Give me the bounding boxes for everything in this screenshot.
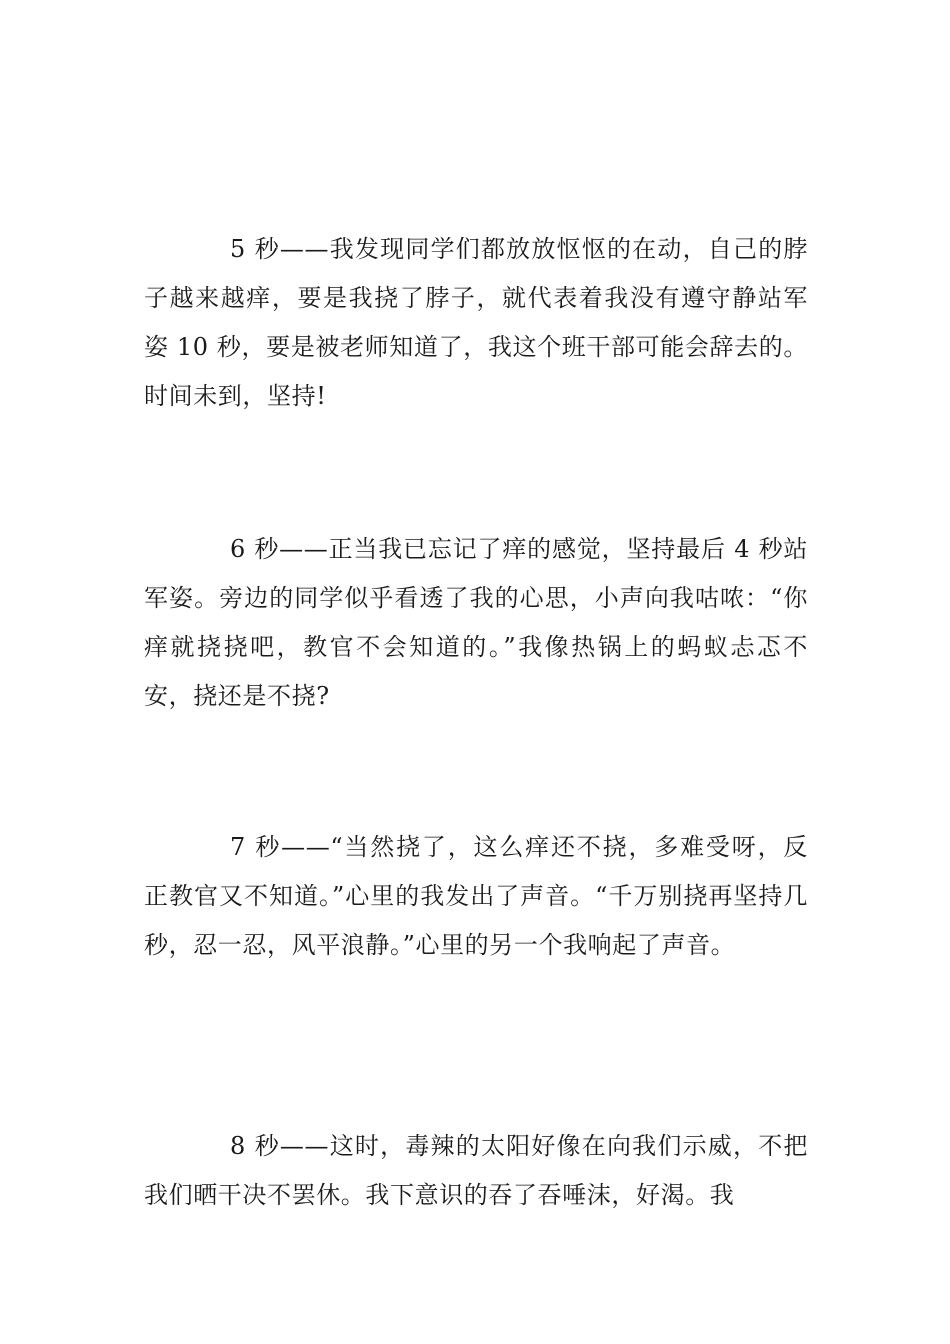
paragraph-5-seconds: 5 秒——我发现同学们都放放怄怄的在动，自己的脖子越来越痒，要是我挠了脖子，就代表着我没有遵守静站军姿 10 秒，要是被老师知道了，我这个班干部可能会辞去的。时间未到，坚持! bbox=[144, 235, 808, 410]
paragraph-6-seconds: 6 秒——正当我已忘记了痒的感觉，坚持最后 4 秒站军姿。旁边的同学似乎看透了我的心思，小声向我咕哝：“你痒就挠挠吧，教官不会知道的。”我像热锅上的蚂蚁忐忑不安，挠还是不挠? bbox=[144, 535, 808, 710]
paragraph-7-seconds: 7 秒——“当然挠了，这么痒还不挠，多难受呀，反正教官又不知道。”心里的我发出了声音。“千万别挠再坚持几秒，忍一忍，风平浪静。”心里的另一个我响起了声音。 bbox=[144, 833, 808, 959]
paragraph-8-seconds: 8 秒——这时，毒辣的太阳好像在向我们示威，不把我们晒干决不罢休。我下意识的吞了吞唾沫，好渴。我 bbox=[144, 1132, 808, 1209]
